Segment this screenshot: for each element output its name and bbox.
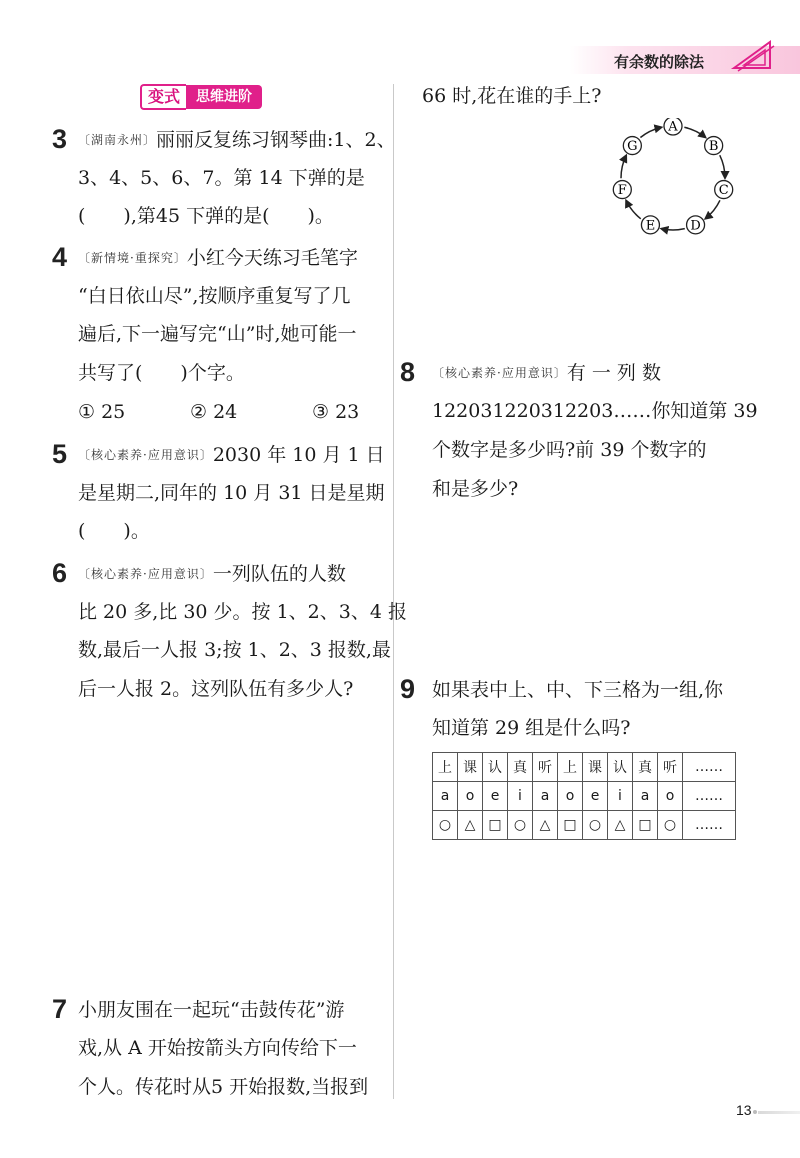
diagram-nodes [613, 118, 732, 234]
question-5-line-2: 是星期二,同年的 10 月 31 日是星期 [78, 482, 385, 504]
table-cell: ○ [508, 811, 533, 840]
question-5-line-3: ( )。 [78, 520, 150, 542]
diagram-node-label: B [708, 139, 719, 155]
diagram-node [613, 181, 631, 199]
question-4-line-3: 遍后,下一遍写完“山”时,她可能一 [78, 323, 357, 345]
table-cell: 真 [633, 753, 658, 782]
question-8-line-2: 122031220312203……你知道第 39 [432, 400, 758, 422]
question-6-tag: 〔核心素养·应用意识〕 [78, 567, 213, 581]
question-4-option-1: ① 25 [78, 401, 126, 423]
question-9-line-2: 知道第 29 组是什么吗? [432, 717, 631, 739]
diagram-arrow [705, 200, 720, 218]
question-6-line-1: 〔核心素养·应用意识〕一列队伍的人数 [78, 563, 346, 585]
question-number-9: 9 [400, 674, 416, 704]
table-cell: a [533, 782, 558, 811]
question-number-3: 3 [52, 124, 68, 154]
question-4-line-4: 共写了( )个字。 [78, 362, 245, 384]
banner-label-thinking: 思维进阶 [186, 85, 262, 109]
diagram-arrow [626, 200, 641, 218]
diagram-node [705, 137, 723, 155]
table-cell: …… [683, 753, 736, 782]
question-8-line-4: 和是多少? [432, 478, 519, 500]
diagram-node [687, 216, 705, 234]
footer-bar [758, 1111, 800, 1114]
question-3-line-2: 3、4、5、6、7。第 14 下弹的是 [78, 167, 365, 189]
table-cell: o [558, 782, 583, 811]
table-cell: e [583, 782, 608, 811]
table-cell: ○ [583, 811, 608, 840]
diagram-arrow [640, 127, 661, 137]
question-5-tag: 〔核心素养·应用意识〕 [78, 448, 213, 462]
table-cell: 上 [558, 753, 583, 782]
table-cell: …… [683, 782, 736, 811]
page-number: 13 [736, 1102, 752, 1118]
section-title: 有余数的除法 [614, 53, 705, 71]
table-row [433, 811, 736, 840]
table-cell: □ [558, 811, 583, 840]
banner-label-variant: 变式 [140, 84, 186, 110]
diagram-arrow [621, 155, 626, 178]
table-cell: 真 [508, 753, 533, 782]
table-cell: ○ [433, 811, 458, 840]
triangle-ruler-icon [730, 38, 776, 72]
table-cell: a [433, 782, 458, 811]
table-cell: □ [483, 811, 508, 840]
footer-dot [753, 1110, 757, 1114]
table-cell: a [633, 782, 658, 811]
diagram-node-label: D [690, 218, 701, 234]
table-cell: □ [633, 811, 658, 840]
table-cell: ○ [658, 811, 683, 840]
question-7-line-4: 66 时,花在谁的手上? [422, 85, 602, 107]
question-8-line-1: 〔核心素养·应用意识〕有 一 列 数 [432, 362, 661, 384]
table-cell: i [608, 782, 633, 811]
question-4-option-3: ③ 23 [312, 401, 360, 423]
question-5-line-1: 〔核心素养·应用意识〕2030 年 10 月 1 日 [78, 444, 385, 466]
question-4-line-1: 〔新情境·重探究〕小红今天练习毛笔字 [78, 247, 358, 269]
question-number-4: 4 [52, 242, 68, 272]
question-4-tag: 〔新情境·重探究〕 [78, 251, 187, 265]
question-6-line-2: 比 20 多,比 30 少。按 1、2、3、4 报 [78, 601, 407, 623]
question-6-line-4: 后一人报 2。这列队伍有多少人? [78, 678, 354, 700]
table-cell: 认 [483, 753, 508, 782]
diagram-node [623, 137, 641, 155]
table-cell: △ [458, 811, 483, 840]
question-6-line-3: 数,最后一人报 3;按 1、2、3 报数,最 [78, 639, 391, 661]
question-4-line-2: “白日依山尽”,按顺序重复写了几 [78, 285, 351, 307]
table-row [433, 753, 736, 782]
diagram-node [664, 118, 682, 135]
table-cell: 课 [583, 753, 608, 782]
question-3-line-1: 〔湖南永州〕丽丽反复练习钢琴曲:1、2、 [78, 129, 396, 151]
diagram-arrow [661, 229, 685, 230]
question-9-line-1: 如果表中上、中、下三格为一组,你 [432, 679, 724, 701]
table-cell: 上 [433, 753, 458, 782]
question-3-line-3: ( ),第45 下弹的是( )。 [78, 205, 334, 227]
question-3-tag: 〔湖南永州〕 [78, 133, 157, 147]
table-cell: o [658, 782, 683, 811]
table-cell: i [508, 782, 533, 811]
table-cell: o [458, 782, 483, 811]
diagram-node [641, 216, 659, 234]
diagram-node-label: C [718, 183, 729, 199]
table-cell: 听 [533, 753, 558, 782]
question-number-5: 5 [52, 439, 68, 469]
diagram-arrow [684, 127, 705, 137]
question-number-7: 7 [52, 994, 68, 1024]
question-8-line-3: 个数字是多少吗?前 39 个数字的 [432, 439, 707, 461]
table-cell: △ [533, 811, 558, 840]
diagram-node-label: E [645, 218, 656, 234]
column-divider [393, 84, 394, 1099]
diagram-node-label: G [627, 139, 638, 155]
table-cell: 听 [658, 753, 683, 782]
table-cell: e [483, 782, 508, 811]
table-cell: 认 [608, 753, 633, 782]
question-number-8: 8 [400, 357, 416, 387]
diagram-node-label: F [617, 183, 627, 199]
diagram-node-label: A [668, 119, 678, 135]
diagram-node [715, 181, 733, 199]
question-7-line-1: 小朋友围在一起玩“击鼓传花”游 [78, 999, 345, 1021]
table-row [433, 782, 736, 811]
table-cell: 课 [458, 753, 483, 782]
pass-the-flower-circle-diagram [608, 118, 738, 242]
question-7-line-2: 戏,从 A 开始按箭头方向传给下一 [78, 1037, 357, 1059]
question-number-6: 6 [52, 558, 68, 588]
pattern-table [432, 752, 736, 840]
variant-banner [140, 84, 262, 110]
diagram-arrow [720, 155, 725, 178]
question-7-line-3: 个人。传花时从5 开始报数,当报到 [78, 1076, 369, 1098]
table-cell: …… [683, 811, 736, 840]
table-cell: △ [608, 811, 633, 840]
question-8-tag: 〔核心素养·应用意识〕 [432, 366, 567, 380]
question-4-option-2: ② 24 [190, 401, 238, 423]
